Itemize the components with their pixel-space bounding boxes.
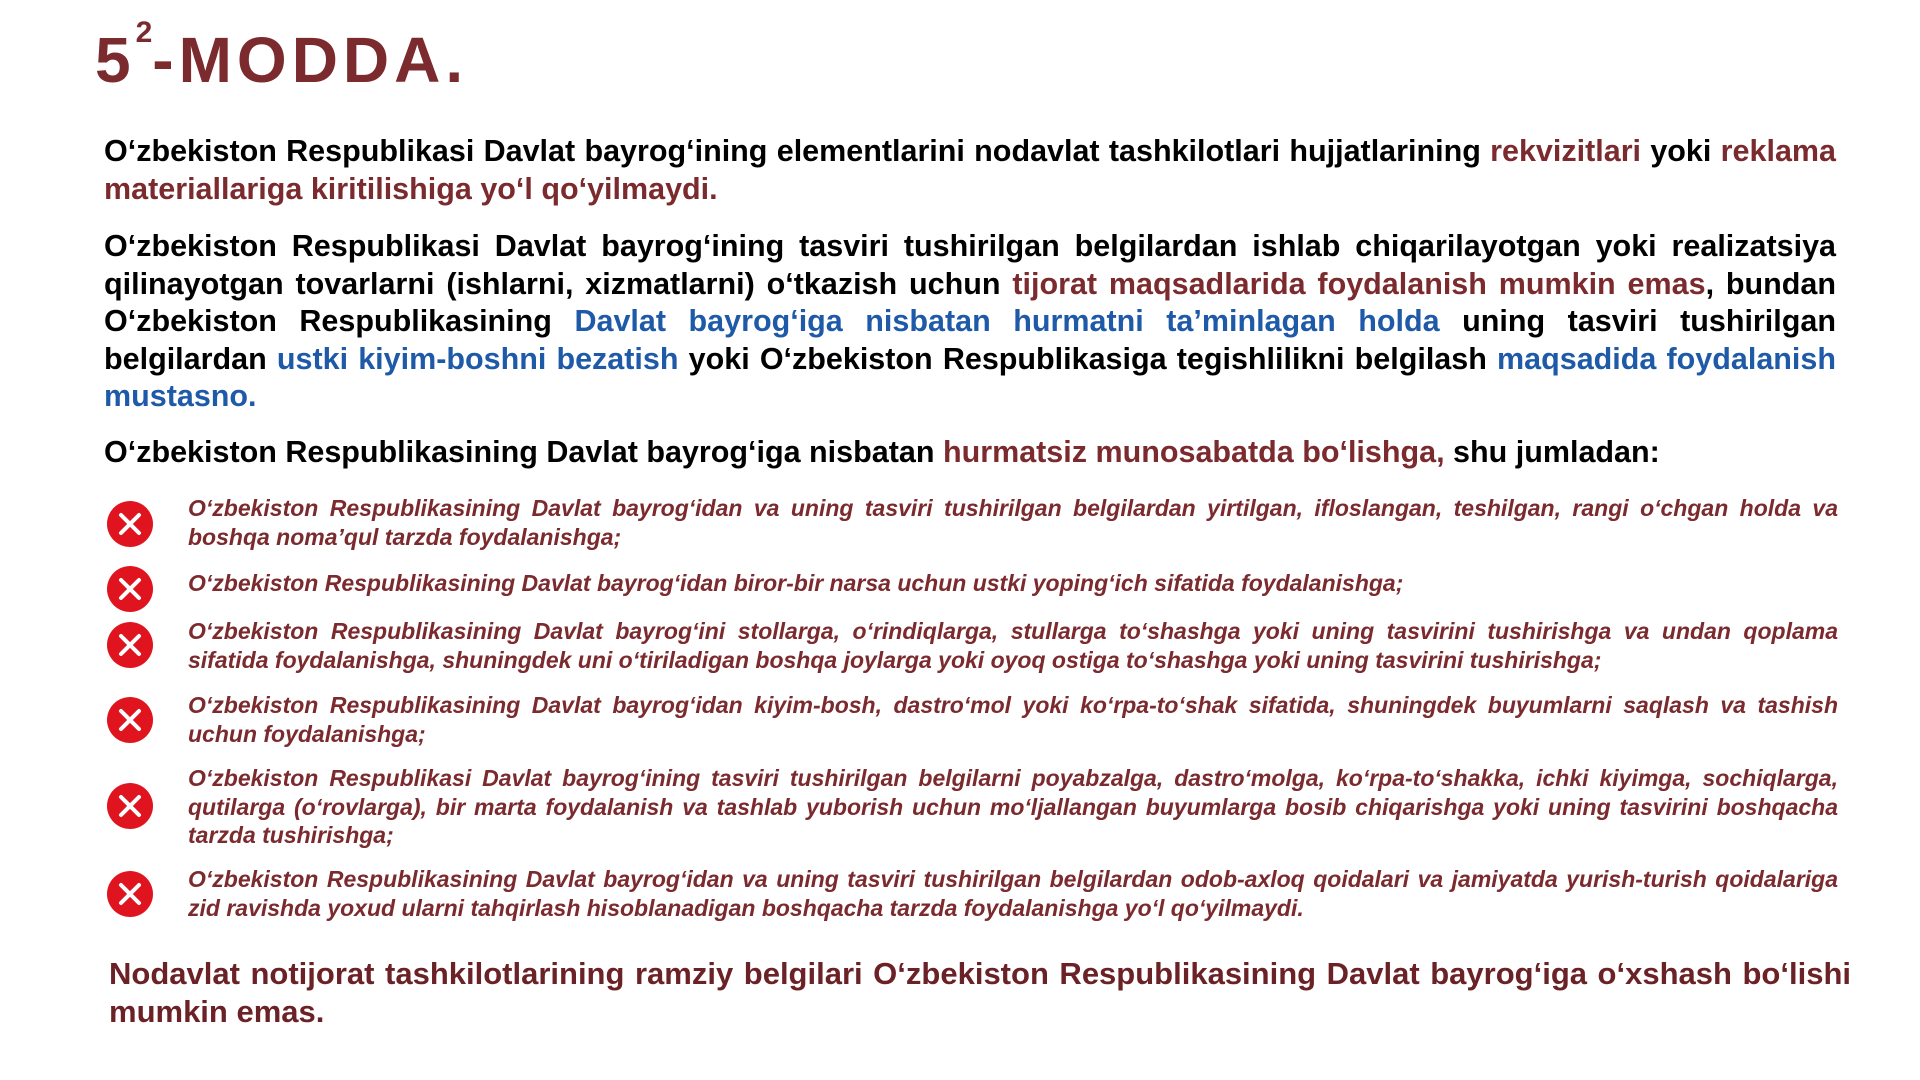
closing-statement: Nodavlat notijorat tashkilotlarining ramziy belgilari O‘zbekiston Respublikasining Davlat bayrog‘iga o‘xshash bo‘lishi mumkin emas. <box>109 956 1851 1029</box>
paragraph-1 <box>104 133 1836 208</box>
list-item-text: O‘zbekiston Respublikasining Davlat bayrog‘idan kiyim-bosh, dastro‘mol yoki ko‘rpa-to‘shak sifatida, shuningdek buyumlarni saqlash va tashish uchun foydalanishga; <box>188 692 1838 747</box>
close-circle-icon <box>106 565 154 613</box>
title-number: 5 <box>95 24 136 96</box>
list-item-text: O‘zbekiston Respublikasining Davlat bayrog‘idan biror-bir narsa uchun ustki yoping‘ich sifatida foydalanishga; <box>188 570 1404 596</box>
paragraph-1-text-2: yoki <box>1641 134 1721 168</box>
paragraph-2-highlight: tijorat maqsadlarida foydalanish mumkin emas <box>1012 266 1706 301</box>
list-item-text: O‘zbekiston Respublikasi Davlat bayrog‘ining tasviri tushirilgan belgilarni poyabzalga, dastro‘molga, ko‘rpa-to‘shakka, ichki kiyimga, sochiqlarga, qutilarga (o‘rovlarga), bir marta foydalanish va tashlab yuborish uchun mo‘ljallangan buyumlarga bosib chiqarishga yoki uning tasvirini boshqacha tarzda tushirishga; <box>188 765 1838 848</box>
close-circle-icon <box>106 870 154 918</box>
paragraph-3-highlight: hurmatsiz munosabatda bo‘lishga, <box>942 435 1445 469</box>
paragraph-2-blue-2: ustki kiyim-boshni bezatish <box>276 341 679 376</box>
list-item-text: O‘zbekiston Respublikasining Davlat bayrog‘idan va uning tasviri tushirilgan belgilardan odob-axloq qoidalari va jamiyatda yurish-turish qoidalariga zid ravishda yoxud ularni tahqirlash hisoblanadigan boshqacha tarzda foydalanishga yo‘l qo‘yilmaydi. <box>188 866 1838 921</box>
paragraph-1-highlight-2: reklama materiallariga kiritilishiga yo‘l qo‘yilmaydi. <box>104 134 1836 206</box>
paragraph-1-highlight-1: rekvizitlari <box>1490 134 1642 168</box>
list-item-text: O‘zbekiston Respublikasining Davlat bayrog‘idan va uning tasviri tushirilgan belgilardan yirtilgan, ifloslangan, teshilgan, rangi o‘chgan holda va boshqa noma’qul tarzda foydalanishga; <box>188 495 1838 550</box>
close-circle-icon <box>106 696 154 744</box>
paragraph-2-blue-3: maqsadida foydalanish mustasno. <box>104 341 1836 413</box>
paragraph-2-text: O‘zbekiston Respublikasi Davlat bayrog‘ining tasviri tushirilgan belgilardan ishlab chiqarilayotgan yoki realizatsiya qilinayotgan tovarlarni (ishlarni, xizmatlarni) o‘tkazish uchun <box>104 229 1836 301</box>
list-item-text: O‘zbekiston Respublikasining Davlat bayrog‘ini stollarga, o‘rindiqlarga, stullarga to‘shashga yoki uning tasvirini tushirishga va undan qoplama sifatida foydalanishga, shuningdek uni o‘tiriladigan boshqa joylarga yoki oyoq ostiga to‘shashga yoki uning tasvirini tushirishga; <box>188 618 1838 673</box>
paragraph-3-text-2: shu jumladan: <box>1444 435 1660 469</box>
paragraph-2-text-3: uning tasviri tushirilgan belgilardan <box>104 304 1836 376</box>
paragraph-3-text: O‘zbekiston Respublikasining Davlat bayrog‘iga nisbatan <box>104 435 943 469</box>
paragraph-2 <box>104 228 1836 416</box>
paragraph-2-text-4: yoki O‘zbekiston Respublikasiga tegishlilikni belgilash <box>678 341 1498 376</box>
close-circle-icon <box>106 782 154 830</box>
page-title <box>95 16 469 96</box>
close-circle-icon <box>106 621 154 669</box>
paragraph-2-text-2: , bundan O‘zbekiston Respublikasining <box>104 266 1837 338</box>
title-superscript: 2 <box>135 16 153 49</box>
title-suffix: -MODDA. <box>152 24 469 96</box>
paragraph-1-text: O‘zbekiston Respublikasi Davlat bayrog‘ining elementlarini nodavlat tashkilotlari hujjatlarining <box>104 134 1491 168</box>
close-circle-icon <box>106 500 154 548</box>
paragraph-3 <box>104 434 1836 472</box>
paragraph-2-blue-1: Davlat bayrog‘iga nisbatan hurmatni ta’minlagan holda <box>574 304 1440 338</box>
